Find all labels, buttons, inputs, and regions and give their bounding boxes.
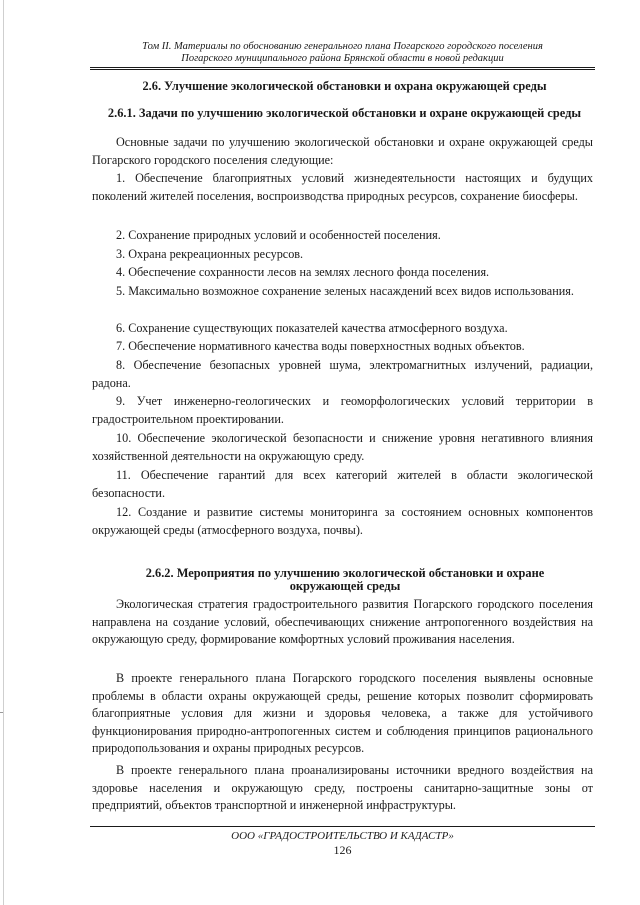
footer-company: ООО «ГРАДОСТРОИТЕЛЬСТВО И КАДАСТР» <box>231 830 454 842</box>
header-rule-top <box>90 67 595 68</box>
subsection-1-title: 2.6.1. Задачи по улучшению экологической обстановки и охране окружающей среды <box>107 106 582 120</box>
task-item-4: 4. Обеспечение сохранности лесов на землях лесного фонда поселения. <box>116 265 490 279</box>
subsection-2-title: 2.6.2. Мероприятия по улучшению экологической обстановки и охране окружающей среды <box>145 566 545 593</box>
page-number: 126 <box>333 843 352 857</box>
task-item-7: 7. Обеспечение нормативного качества воды поверхностных водных объектов. <box>116 339 525 353</box>
task-item-11: 11. Обеспечение гарантий для всех категорий жителей в области экологической безопасности. <box>92 468 593 500</box>
task-item-3: 3. Охрана рекреационных ресурсов. <box>116 247 304 261</box>
task-item-8: 8. Обеспечение безопасных уровней шума, электромагнитных излучений, радиации, радона. <box>92 358 593 390</box>
task-item-10: 10. Обеспечение экологической безопасности и снижение уровня негативного влияния хозяйственной деятельности на окружающую среду. <box>92 431 593 463</box>
section-title: 2.6. Улучшение экологической обстановки и охрана окружающей среды <box>142 79 547 93</box>
running-header-line-2: Погарского муниципального района Брянской области в новой редакции <box>181 53 504 64</box>
scan-edge-mark <box>0 712 3 713</box>
header-rule-bottom <box>90 69 595 70</box>
running-header-line-1: Том II. Материалы по обоснованию генерального плана Погарского городского поселения <box>142 41 543 52</box>
task-item-9: 9. Учет инженерно-геологических и геоморфологических условий территории в градостроительном проектировании. <box>92 394 593 426</box>
measures-paragraph-2: В проекте генерального плана Погарского городского поселения выявлены основные проблемы в области охраны окружающей среды, решение которых позволит сформировать благоприятные условия для жизни и здоровья человека, а также для устойчивого функционирования природно-антропогенных систем и соблюдения принципов рационального природопользования и охраны природных ресурсов. <box>92 671 593 755</box>
intro-paragraph: Основные задачи по улучшению экологической обстановки и охране окружающей среды Погарского городского поселения следующие: <box>92 135 593 167</box>
footer-rule <box>90 826 595 827</box>
task-item-1: 1. Обеспечение благоприятных условий жизнедеятельности настоящих и будущих поколений жителей поселения, воспроизводства природных ресурсов, сохранение биосферы. <box>92 171 593 203</box>
task-item-2: 2. Сохранение природных условий и особенностей поселения. <box>116 228 441 242</box>
measures-paragraph-3: В проекте генерального плана проанализированы источники вредного воздействия на здоровье населения и окружающую среду, построены санитарно-защитные зоны от предприятий, объектов транспортной и инженерной инфраструктуры. <box>92 763 593 812</box>
task-item-6: 6. Сохранение существующих показателей качества атмосферного воздуха. <box>116 321 508 335</box>
task-item-5: 5. Максимально возможное сохранение зеленых насаждений всех видов использования. <box>116 284 574 298</box>
scan-edge-line <box>3 0 4 905</box>
measures-paragraph-1: Экологическая стратегия градостроительного развития Погарского городского поселения направлена на создание условий, обеспечивающих снижение антропогенного воздействия на окружающую среду, формирование комфортных условий проживания населения. <box>92 597 593 646</box>
task-item-12: 12. Создание и развитие системы мониторинга за состоянием основных компонентов окружающей среды (атмосферного воздуха, почвы). <box>92 505 593 537</box>
